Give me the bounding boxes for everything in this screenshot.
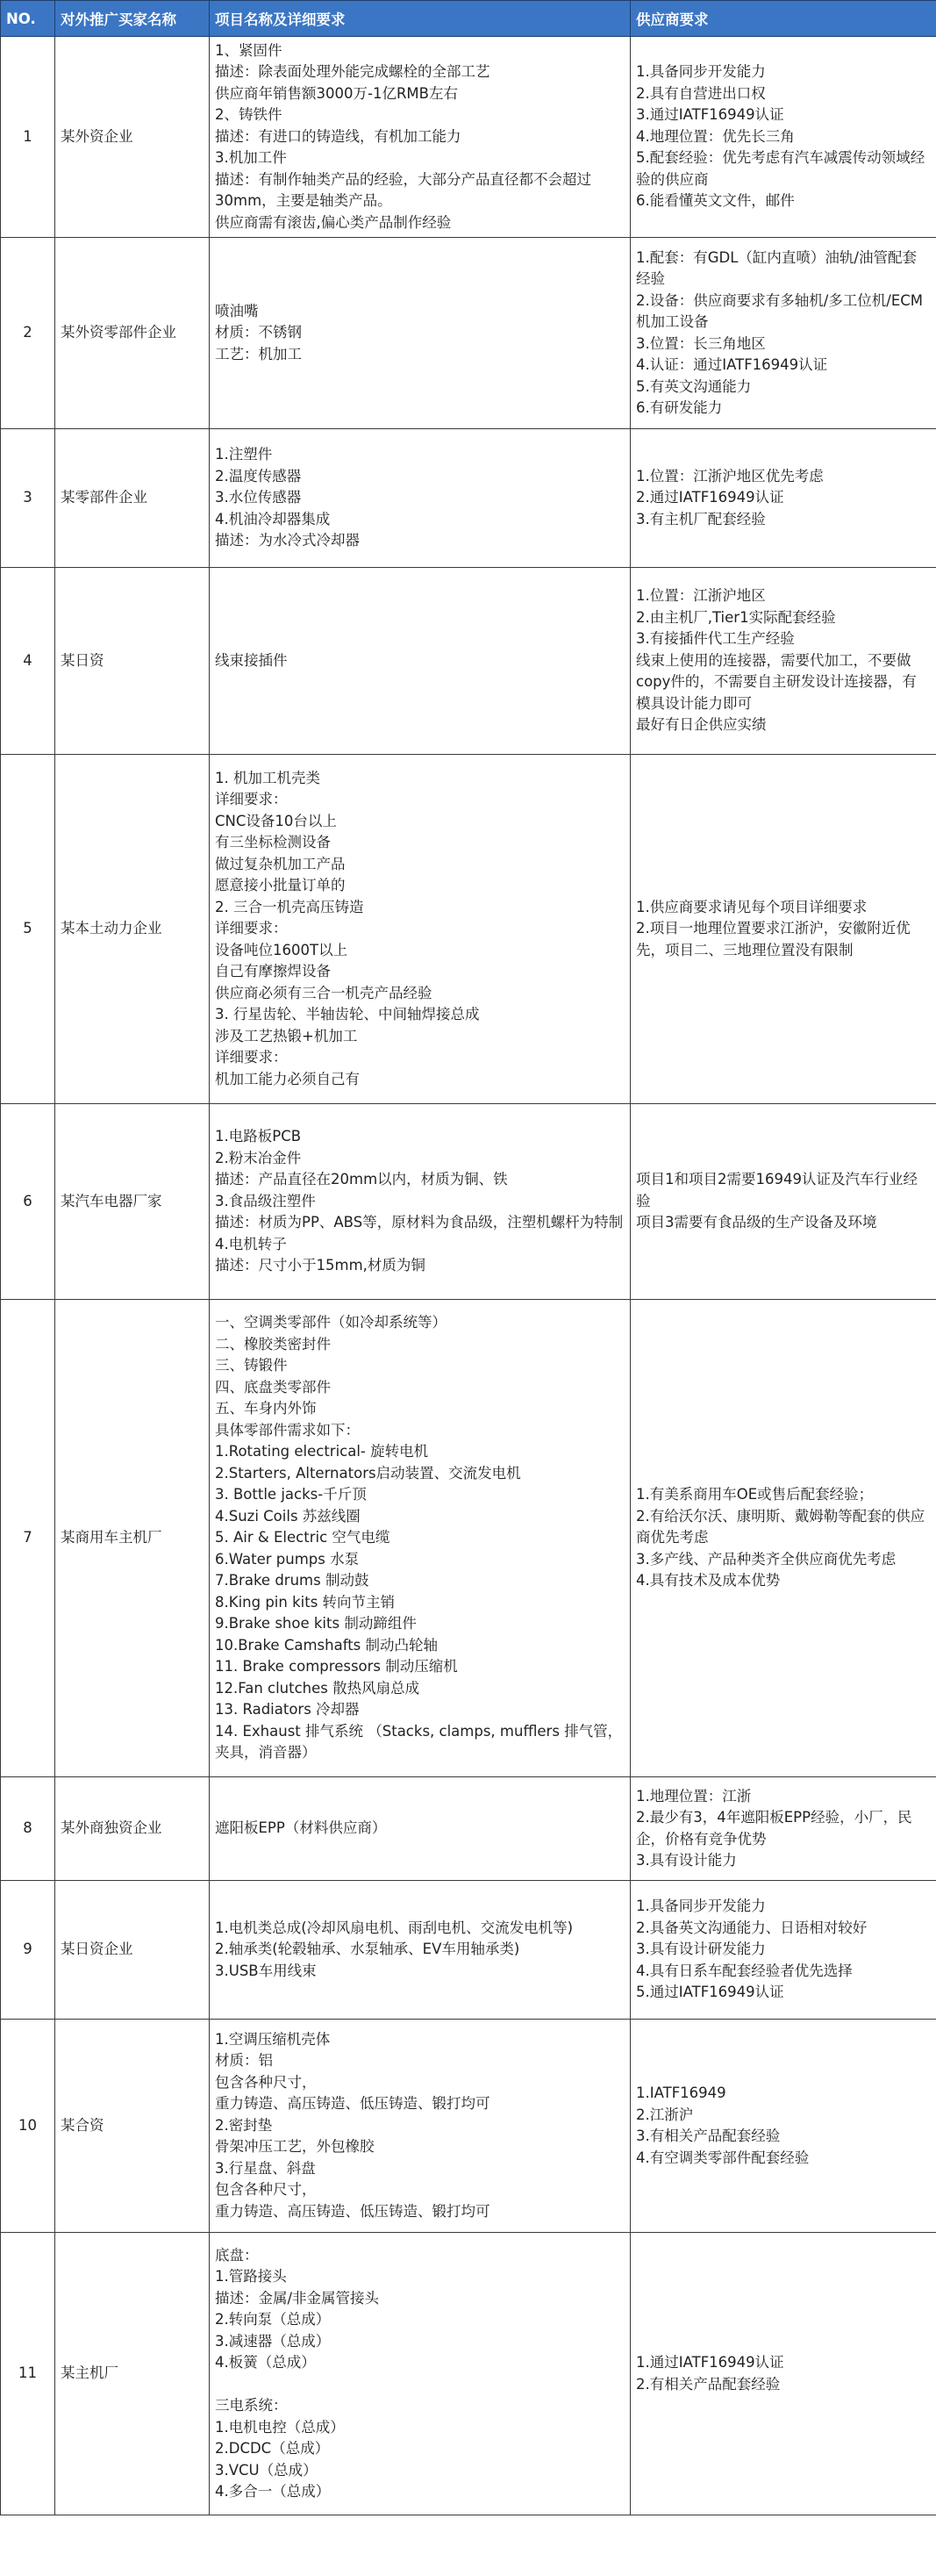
- buyer-name: 某合资: [55, 2020, 210, 2233]
- project-details-line: 供应商年销售额3000万-1亿RMB左右: [215, 84, 458, 102]
- supplier-requirements-line: 2.项目一地理位置要求江浙沪，安徽附近优先，项目二、三地理位置没有限制: [636, 920, 911, 958]
- supplier-requirements: [631, 37, 936, 238]
- table-row: [1, 37, 936, 238]
- supplier-requirements-line: 4.地理位置：优先长三角: [636, 127, 795, 145]
- project-details: [210, 2020, 631, 2233]
- project-details-line: 重力铸造、高压铸造、低压铸造、锻打均可: [215, 2202, 490, 2220]
- project-details-line: 五、车身内外饰: [215, 1400, 317, 1417]
- supplier-requirements-line: 5.有英文沟通能力: [636, 377, 752, 395]
- project-details-line: 具体零部件需求如下：: [215, 1421, 360, 1439]
- supplier-requirements-line: 1.位置：江浙沪地区优先考虑: [636, 467, 824, 484]
- project-details-line: 2.DCDC（总成）: [215, 2440, 330, 2457]
- project-details-line: 四、底盘类零部件: [215, 1378, 331, 1396]
- supplier-requirements-line: 1.配套：有GDL（缸内直喷）油轨/油管配套经验: [636, 248, 917, 287]
- project-details: [210, 1104, 631, 1300]
- supplier-requirements-line: 2.最少有3，4年遮阳板EPP经验，小厂，民企，价格有竞争优势: [636, 1809, 912, 1848]
- project-details-line: 3.食品级注塑件: [215, 1192, 316, 1209]
- supplier-requirements-line: 1.具备同步开发能力: [636, 1898, 766, 1915]
- table-row: [1, 2020, 936, 2233]
- row-number: 10: [1, 2020, 55, 2233]
- row-number: 9: [1, 1881, 55, 2020]
- supplier-requirements-line: 2.由主机厂,Tier1实际配套经验: [636, 608, 836, 626]
- buyer-name: 某外商独资企业: [55, 1777, 210, 1881]
- project-details-line: 描述：有进口的铸造线，有机加工能力: [215, 127, 461, 145]
- supplier-requirements-line: 3.有接插件代工生产经验: [636, 630, 795, 648]
- supplier-requirements-line: 5.配套经验：优先考虑有汽车减震传动领域经验的供应商: [636, 149, 925, 188]
- project-details-line: 6.Water pumps 水泵: [215, 1550, 360, 1568]
- project-details-line: 3. 行星齿轮、半轴齿轮、中间轴焊接总成: [215, 1006, 480, 1023]
- project-details-line: 描述：产品直径在20mm以内，材质为铜、铁: [215, 1171, 508, 1188]
- project-details-line: 4.电机转子: [215, 1235, 287, 1252]
- supplier-requirements-line: 2.有相关产品配套经验: [636, 2375, 781, 2393]
- row-number: 11: [1, 2233, 55, 2515]
- supplier-requirements-line: 项目1和项目2需要16949认证及汽车行业经验: [636, 1171, 918, 1209]
- supplier-requirements-line: 1.通过IATF16949认证: [636, 2354, 784, 2371]
- project-details-line: 1.电机类总成(冷却风扇电机、雨刮电机、交流发电机等): [215, 1919, 574, 1936]
- buyer-name: 某本土动力企业: [55, 755, 210, 1104]
- project-details-line: 11. Brake compressors 制动压缩机: [215, 1658, 458, 1675]
- project-details-line: 详细要求：: [215, 920, 288, 937]
- buyer-name: 某商用车主机厂: [55, 1300, 210, 1777]
- project-details-line: 7.Brake drums 制动鼓: [215, 1572, 369, 1589]
- supplier-requirements-line: 项目3需要有食品级的生产设备及环境: [636, 1214, 877, 1231]
- buyer-name: 某汽车电器厂家: [55, 1104, 210, 1300]
- project-details-line: 材质：不锈钢: [215, 324, 302, 341]
- supplier-requirements-line: 6.有研发能力: [636, 399, 723, 416]
- project-details-line: 骨架冲压工艺，外包橡胶: [215, 2138, 375, 2156]
- project-details-line: 供应商必须有三合一机壳产品经验: [215, 984, 432, 1001]
- project-details-line: 9.Brake shoe kits 制动蹄组件: [215, 1615, 417, 1632]
- project-details-line: 材质：铝: [215, 2052, 273, 2070]
- project-details: [210, 1881, 631, 2020]
- supplier-requirements-line: 3.有主机厂配套经验: [636, 510, 766, 527]
- supplier-requirements: [631, 1104, 936, 1300]
- project-details: [210, 2233, 631, 2515]
- supplier-requirements-line: 5.通过IATF16949认证: [636, 1984, 784, 2001]
- project-details-line: 3.USB车用线束: [215, 1962, 317, 1979]
- project-details-line: 4.多合一（总成）: [215, 2483, 331, 2500]
- project-details-line: 供应商需有滚齿,偏心类产品制作经验: [215, 213, 452, 231]
- project-details-line: 3. Bottle jacks-千斤顶: [215, 1486, 367, 1503]
- project-details-line: 描述：有制作轴类产品的经验，大部分产品直径都不会超过30mm，主要是轴类产品。: [215, 170, 591, 210]
- project-details-line: 有三坐标检测设备: [215, 834, 331, 851]
- supplier-requirements: [631, 755, 936, 1104]
- row-number: 7: [1, 1300, 55, 1777]
- project-details-line: 1.注塑件: [215, 446, 273, 463]
- project-details-line: 描述：为水冷式冷却器: [215, 532, 360, 549]
- table-header-row: [1, 1, 936, 37]
- project-details-line: 包含各种尺寸，: [215, 2073, 317, 2091]
- supplier-requirements-line: 1.位置：江浙沪地区: [636, 587, 766, 605]
- supplier-requirements-line: 1.IATF16949: [636, 2084, 726, 2101]
- project-details-line: 自己有摩擦焊设备: [215, 963, 331, 980]
- project-details-line: 喷油嘴: [215, 302, 259, 319]
- supplier-requirements: [631, 1300, 936, 1777]
- table-row: [1, 1881, 936, 2020]
- supplier-requirements-line: 2.设备：供应商要求有多轴机/多工位机/ECM机加工设备: [636, 291, 924, 330]
- supplier-requirements: [631, 1881, 936, 2020]
- supplier-requirements-line: 2.具有自营进出口权: [636, 84, 766, 102]
- supplier-requirements-line: 1.具备同步开发能力: [636, 63, 766, 81]
- project-details-line: 10.Brake Camshafts 制动凸轮轴: [215, 1636, 439, 1654]
- supplier-requirements-line: 3.通过IATF16949认证: [636, 106, 784, 124]
- row-number: 8: [1, 1777, 55, 1881]
- buyer-name: 某主机厂: [55, 2233, 210, 2515]
- project-details-line: 详细要求：: [215, 791, 288, 808]
- project-details-line: 4.机油冷却器集成: [215, 510, 331, 527]
- project-details-line: 3.减速器（总成）: [215, 2332, 331, 2350]
- project-details-line: 5. Air & Electric 空气电缆: [215, 1529, 390, 1546]
- supplier-requirements-line: 3.多产线、产品种类齐全供应商优先考虑: [636, 1550, 897, 1568]
- project-details-line: 二、橡胶类密封件: [215, 1335, 331, 1353]
- table-row: [1, 238, 936, 429]
- table-row: [1, 429, 936, 568]
- supplier-requirements-line: 1.地理位置：江浙: [636, 1787, 752, 1805]
- project-details-line: 2.温度传感器: [215, 467, 302, 484]
- project-details-line: 1.Rotating electrical- 旋转电机: [215, 1443, 429, 1460]
- project-details-line: 1.电机电控（总成）: [215, 2418, 345, 2436]
- header-project: 项目名称及详细要求: [210, 1, 631, 37]
- project-details-line: 愿意接小批量订单的: [215, 877, 346, 894]
- project-details-line: 一、空调类零部件（如冷却系统等）: [215, 1314, 447, 1331]
- buyer-name: 某外资企业: [55, 37, 210, 238]
- row-number: 2: [1, 238, 55, 429]
- project-details-line: 2.密封垫: [215, 2116, 273, 2134]
- project-details-line: 遮阳板EPP（材料供应商）: [215, 1819, 387, 1837]
- buyer-name: 某日资企业: [55, 1881, 210, 2020]
- header-supplier: 供应商要求: [631, 1, 936, 37]
- supplier-requirements-line: 2.有给沃尔沃、康明斯、戴姆勒等配套的供应商优先考虑: [636, 1507, 925, 1546]
- supplier-requirements-line: 4.认证：通过IATF16949认证: [636, 356, 828, 373]
- project-details-line: 1.管路接头: [215, 2268, 287, 2285]
- supplier-requirements-line: 6.能看懂英文文件，邮件: [636, 192, 795, 210]
- project-details-line: 机加工能力必须自己有: [215, 1070, 360, 1087]
- project-details-line: 描述：除表面处理外能完成螺栓的全部工艺: [215, 63, 490, 81]
- project-details-line: 描述：尺寸小于15mm,材质为铜: [215, 1257, 425, 1274]
- project-details: [210, 568, 631, 755]
- supplier-requirements-line: 1.供应商要求请见每个项目详细要求: [636, 898, 868, 915]
- project-details-line: 描述：金属/非金属管接头: [215, 2289, 380, 2307]
- supplier-requirements-line: 4.有空调类零部件配套经验: [636, 2149, 810, 2166]
- supplier-requirements-line: 3.位置：长三角地区: [636, 334, 766, 352]
- project-details-line: 三电系统：: [215, 2397, 288, 2414]
- table-row: [1, 1104, 936, 1300]
- project-details-line: 设备吨位1600T以上: [215, 941, 348, 958]
- project-details-line: 1.电路板PCB: [215, 1128, 302, 1145]
- project-details-line: 4.Suzi Coils 苏兹线圈: [215, 1507, 361, 1525]
- table-row: [1, 2233, 936, 2515]
- project-details-line: 2.Starters, Alternators启动装置、交流发电机: [215, 1464, 521, 1482]
- project-details-line: 涉及工艺热锻+机加工: [215, 1027, 358, 1044]
- supplier-requirements: [631, 1777, 936, 1881]
- row-number: 5: [1, 755, 55, 1104]
- header-buyer: 对外推广买家名称: [55, 1, 210, 37]
- project-details-line: 工艺：机加工: [215, 345, 302, 362]
- project-details-line: 包含各种尺寸，: [215, 2181, 317, 2199]
- supplier-requirements: [631, 2020, 936, 2233]
- project-details: [210, 429, 631, 568]
- project-details: [210, 238, 631, 429]
- project-details-line: 2.粉末冶金件: [215, 1149, 302, 1166]
- project-details-line: 2.轴承类(轮毂轴承、水泵轴承、EV车用轴承类): [215, 1941, 520, 1958]
- project-details-line: 描述：材质为PP、ABS等，原材料为食品级，注塑机螺杆为特制: [215, 1214, 624, 1231]
- row-number: 6: [1, 1104, 55, 1300]
- project-details-line: 1. 机加工机壳类: [215, 769, 320, 786]
- project-details-line: 1、紧固件: [215, 41, 282, 59]
- project-details-line: 2. 三合一机壳高压铸造: [215, 898, 364, 915]
- supplier-requirements-line: 1.有美系商用车OE或售后配套经验；: [636, 1486, 874, 1503]
- project-details: [210, 37, 631, 238]
- project-details-line: 做过复杂机加工产品: [215, 855, 346, 872]
- project-details: [210, 1300, 631, 1777]
- table-row: [1, 755, 936, 1104]
- buyer-name: 某日资: [55, 568, 210, 755]
- project-details-line: CNC设备10台以上: [215, 812, 337, 829]
- supplier-requirements-line: 2.具备英文沟通能力、日语相对较好: [636, 1919, 868, 1936]
- project-details-line: 重力铸造、高压铸造、低压铸造、锻打均可: [215, 2095, 490, 2113]
- buyer-name: 某零部件企业: [55, 429, 210, 568]
- header-no: NO.: [1, 1, 55, 37]
- row-number: 4: [1, 568, 55, 755]
- project-details-line: 1.空调压缩机壳体: [215, 2030, 331, 2048]
- supplier-requirements-line: 2.通过IATF16949认证: [636, 489, 784, 506]
- project-details-line: 4.板簧（总成）: [215, 2354, 316, 2371]
- supplier-requirements-line: 3.有相关产品配套经验: [636, 2128, 781, 2144]
- project-details-line: [215, 2374, 625, 2396]
- project-details-line: 底盘：: [215, 2246, 259, 2264]
- table-row: [1, 568, 936, 755]
- project-details-line: 8.King pin kits 转向节主销: [215, 1593, 396, 1611]
- supplier-requirements: [631, 238, 936, 429]
- project-details-line: 3.水位传感器: [215, 489, 302, 506]
- project-details-line: 3.VCU（总成）: [215, 2461, 318, 2479]
- supplier-requirements-line: 4.具有技术及成本优势: [636, 1572, 781, 1589]
- project-details-line: 详细要求：: [215, 1049, 288, 1066]
- row-number: 1: [1, 37, 55, 238]
- project-details-line: 12.Fan clutches 散热风扇总成: [215, 1679, 420, 1697]
- project-details-line: 3.行星盘、斜盘: [215, 2159, 316, 2177]
- supplier-requirements-line: 最好有日企供应实绩: [636, 716, 767, 734]
- project-details-line: 三、铸锻件: [215, 1357, 288, 1374]
- table-row: [1, 1300, 936, 1777]
- project-details-line: 3.机加工件: [215, 149, 287, 167]
- table-row: [1, 1777, 936, 1881]
- supplier-requirements-line: 4.具有日系车配套经验者优先选择: [636, 1962, 853, 1979]
- project-details-line: 2、铸铁件: [215, 106, 282, 124]
- project-details-line: 2.转向泵（总成）: [215, 2311, 331, 2328]
- buyer-name: 某外资零部件企业: [55, 238, 210, 429]
- supplier-requirements-line: 3.具有设计能力: [636, 1852, 737, 1869]
- supplier-requirements-line: 2.江浙沪: [636, 2106, 694, 2123]
- supplier-requirements: [631, 429, 936, 568]
- project-details: [210, 1777, 631, 1881]
- supplier-requirements: [631, 568, 936, 755]
- project-details: [210, 755, 631, 1104]
- project-details-line: 14. Exhaust 排气系统 （Stacks, clamps, mufflers 排气管，夹具，消音器）: [215, 1722, 623, 1762]
- supplier-requirements: [631, 2233, 936, 2515]
- project-details-line: 线束接插件: [215, 651, 288, 669]
- supplier-requirements-line: 线束上使用的连接器，需要代加工，不要做copy件的，不需要自主研发设计连接器，有模具设计能力即可: [636, 651, 917, 712]
- supplier-requirements-line: 3.具有设计研发能力: [636, 1941, 766, 1958]
- row-number: 3: [1, 429, 55, 568]
- project-details-line: 13. Radiators 冷却器: [215, 1701, 360, 1719]
